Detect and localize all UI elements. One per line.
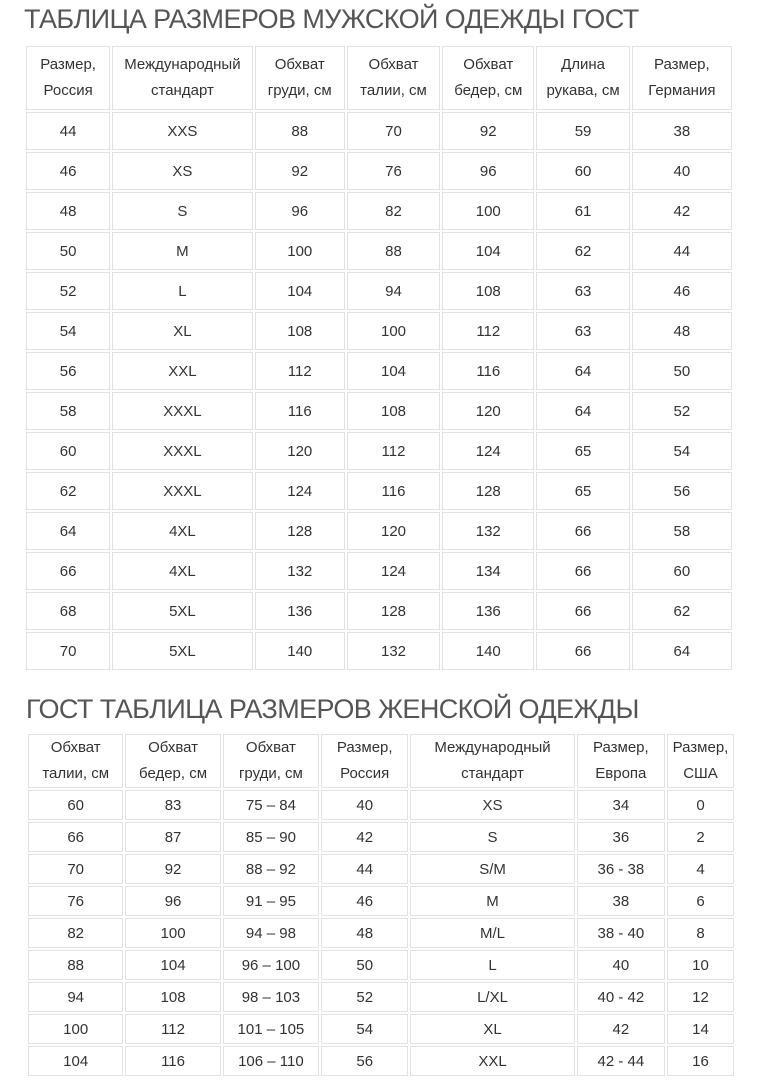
column-header	[26, 46, 110, 110]
table-cell: 136	[442, 592, 534, 630]
table-cell: 60	[632, 552, 732, 590]
table-row	[26, 192, 732, 230]
table-cell: XS	[112, 152, 252, 190]
table-row	[26, 112, 732, 150]
column-header-label: Обхват	[245, 739, 296, 756]
column-header-label: Размер,	[336, 739, 393, 756]
table-cell: 60	[536, 152, 629, 190]
table-cell: 34	[577, 790, 665, 820]
table-cell: 6	[667, 886, 734, 916]
table-cell: 64	[26, 512, 110, 550]
column-header	[28, 734, 123, 788]
column-header	[321, 734, 408, 788]
table-cell: 42	[632, 192, 732, 230]
table-cell: L	[112, 272, 252, 310]
table-cell: 104	[255, 272, 345, 310]
table-cell: 64	[632, 632, 732, 670]
table-cell: 91 – 95	[223, 886, 319, 916]
column-header-label: Размер,	[40, 56, 96, 73]
table-cell: S	[112, 192, 252, 230]
table-cell: 140	[442, 632, 534, 670]
table-cell: 12	[667, 982, 734, 1012]
table-cell: XL	[410, 1014, 574, 1044]
column-header-label: Россия	[340, 765, 390, 782]
table-cell: M/L	[410, 918, 574, 948]
table-cell: 38	[632, 112, 732, 150]
table-cell: 101 – 105	[223, 1014, 319, 1044]
table-cell: 128	[347, 592, 440, 630]
women-size-table	[26, 732, 736, 1078]
table-cell: XXXL	[112, 432, 252, 470]
table-cell: 40	[632, 152, 732, 190]
table-cell: 4XL	[112, 512, 252, 550]
column-header-label: груди, см	[267, 82, 332, 99]
table-cell: 44	[321, 854, 408, 884]
column-header-label: США	[683, 765, 718, 782]
men-size-table-title: ТАБЛИЦА РАЗМЕРОВ МУЖСКОЙ ОДЕЖДЫ ГОСТ	[24, 4, 639, 34]
column-header	[577, 734, 665, 788]
table-cell: 94 – 98	[223, 918, 319, 948]
table-row	[28, 918, 734, 948]
table-cell: 60	[26, 432, 110, 470]
table-cell: 112	[255, 352, 345, 390]
table-cell: 60	[28, 790, 123, 820]
table-cell: 120	[347, 512, 440, 550]
table-cell: L/XL	[410, 982, 574, 1012]
table-cell: 76	[28, 886, 123, 916]
table-cell: 36	[577, 822, 665, 852]
table-cell: 50	[321, 950, 408, 980]
men-size-table	[24, 44, 734, 672]
column-header-label: Длина	[561, 56, 605, 73]
table-cell: 56	[632, 472, 732, 510]
table-header-row	[28, 734, 734, 788]
table-cell: 132	[442, 512, 534, 550]
table-cell: M	[410, 886, 574, 916]
table-cell: 132	[255, 552, 345, 590]
table-cell: 52	[26, 272, 110, 310]
column-header	[112, 46, 252, 110]
table-cell: 112	[442, 312, 534, 350]
table-cell: 96	[442, 152, 534, 190]
table-cell: 48	[321, 918, 408, 948]
column-header-label: Германия	[648, 82, 716, 99]
table-cell: 124	[442, 432, 534, 470]
table-cell: 76	[347, 152, 440, 190]
table-cell: 65	[536, 432, 629, 470]
column-header	[536, 46, 629, 110]
table-row	[28, 1046, 734, 1076]
column-header-label: талии, см	[360, 82, 427, 99]
table-cell: L	[410, 950, 574, 980]
column-header-label: стандарт	[151, 82, 214, 99]
table-row	[26, 512, 732, 550]
table-cell: 116	[255, 392, 345, 430]
table-cell: 106 – 110	[223, 1046, 319, 1076]
table-row	[26, 352, 732, 390]
table-cell: XL	[112, 312, 252, 350]
table-cell: 62	[632, 592, 732, 630]
table-cell: 42	[321, 822, 408, 852]
table-cell: 70	[347, 112, 440, 150]
table-cell: 112	[125, 1014, 220, 1044]
table-row	[26, 552, 732, 590]
column-header-label: Размер,	[672, 739, 729, 756]
column-header-label: груди, см	[238, 765, 303, 782]
table-cell: 66	[536, 592, 629, 630]
table-cell: 46	[321, 886, 408, 916]
table-cell: 48	[26, 192, 110, 230]
table-cell: S/M	[410, 854, 574, 884]
table-cell: 108	[442, 272, 534, 310]
table-cell: 58	[26, 392, 110, 430]
table-row	[28, 1014, 734, 1044]
table-cell: 50	[632, 352, 732, 390]
table-row	[26, 632, 732, 670]
column-header-label: Европа	[595, 765, 647, 782]
table-cell: 94	[347, 272, 440, 310]
table-cell: 82	[347, 192, 440, 230]
table-cell: 44	[632, 232, 732, 270]
table-cell: 8	[667, 918, 734, 948]
table-cell: 94	[28, 982, 123, 1012]
column-header	[347, 46, 440, 110]
table-cell: 100	[442, 192, 534, 230]
table-cell: 58	[632, 512, 732, 550]
table-cell: 38 - 40	[577, 918, 665, 948]
table-header-row	[26, 46, 732, 110]
table-cell: 66	[536, 552, 629, 590]
column-header-label: Обхват	[368, 56, 419, 73]
table-cell: 92	[255, 152, 345, 190]
table-row	[28, 854, 734, 884]
column-header-label: талии, см	[42, 765, 110, 782]
table-cell: 116	[442, 352, 534, 390]
table-cell: 108	[347, 392, 440, 430]
table-cell: 87	[125, 822, 220, 852]
table-cell: 50	[26, 232, 110, 270]
table-cell: 46	[632, 272, 732, 310]
table-cell: 52	[321, 982, 408, 1012]
table-cell: 104	[442, 232, 534, 270]
table-cell: XXXL	[112, 472, 252, 510]
table-row	[26, 472, 732, 510]
table-row	[28, 982, 734, 1012]
column-header-label: бедер, см	[139, 765, 208, 782]
table-cell: 88	[255, 112, 345, 150]
table-cell: 2	[667, 822, 734, 852]
table-cell: 66	[536, 512, 629, 550]
table-cell: 66	[536, 632, 629, 670]
column-header-label: Размер,	[653, 56, 710, 73]
table-cell: 92	[442, 112, 534, 150]
table-cell: 108	[255, 312, 345, 350]
table-cell: 46	[26, 152, 110, 190]
table-cell: XXL	[112, 352, 252, 390]
table-cell: 63	[536, 312, 629, 350]
table-cell: 10	[667, 950, 734, 980]
table-cell: 59	[536, 112, 629, 150]
table-cell: 4XL	[112, 552, 252, 590]
table-cell: 116	[125, 1046, 220, 1076]
table-cell: XXL	[410, 1046, 574, 1076]
table-cell: 100	[255, 232, 345, 270]
table-cell: 100	[28, 1014, 123, 1044]
table-row	[28, 790, 734, 820]
table-cell: 100	[125, 918, 220, 948]
table-cell: 92	[125, 854, 220, 884]
table-cell: 64	[536, 392, 629, 430]
table-cell: 56	[26, 352, 110, 390]
column-header-label: бедер, см	[454, 82, 523, 99]
table-cell: 64	[536, 352, 629, 390]
table-cell: 120	[255, 432, 345, 470]
table-cell: 124	[347, 552, 440, 590]
table-cell: 83	[125, 790, 220, 820]
table-row	[26, 152, 732, 190]
column-header-label: Международный	[434, 739, 551, 756]
column-header-label: Размер,	[592, 739, 649, 756]
table-cell: 68	[26, 592, 110, 630]
table-cell: 48	[632, 312, 732, 350]
column-header	[223, 734, 319, 788]
table-row	[26, 392, 732, 430]
column-header-label: Обхват	[50, 739, 101, 756]
table-cell: 66	[26, 552, 110, 590]
column-header-label: Обхват	[148, 739, 199, 756]
table-cell: 65	[536, 472, 629, 510]
table-cell: 104	[347, 352, 440, 390]
table-cell: 75 – 84	[223, 790, 319, 820]
table-cell: 40 - 42	[577, 982, 665, 1012]
table-cell: 56	[321, 1046, 408, 1076]
table-cell: 104	[125, 950, 220, 980]
table-cell: 14	[667, 1014, 734, 1044]
column-header-label: Международный	[124, 56, 241, 73]
table-cell: 54	[632, 432, 732, 470]
table-cell: 134	[442, 552, 534, 590]
table-cell: 61	[536, 192, 629, 230]
table-row	[26, 432, 732, 470]
table-cell: M	[112, 232, 252, 270]
table-cell: 100	[347, 312, 440, 350]
table-row	[26, 232, 732, 270]
column-header	[442, 46, 534, 110]
column-header	[410, 734, 574, 788]
table-cell: 36 - 38	[577, 854, 665, 884]
women-size-table-title: ГОСТ ТАБЛИЦА РАЗМЕРОВ ЖЕНСКОЙ ОДЕЖДЫ	[26, 694, 639, 724]
column-header-label: стандарт	[461, 765, 524, 782]
table-cell: 54	[26, 312, 110, 350]
table-cell: 140	[255, 632, 345, 670]
table-cell: XXXL	[112, 392, 252, 430]
table-cell: 62	[26, 472, 110, 510]
table-cell: XXS	[112, 112, 252, 150]
column-header-label: Россия	[43, 82, 93, 99]
table-cell: 82	[28, 918, 123, 948]
table-cell: 98 – 103	[223, 982, 319, 1012]
table-cell: 54	[321, 1014, 408, 1044]
table-cell: 88 – 92	[223, 854, 319, 884]
table-cell: 5XL	[112, 592, 252, 630]
table-row	[28, 950, 734, 980]
column-header-label: Обхват	[463, 56, 514, 73]
table-cell: 42	[577, 1014, 665, 1044]
table-row	[26, 272, 732, 310]
column-header-label: рукава, см	[546, 82, 620, 99]
table-cell: 66	[28, 822, 123, 852]
table-cell: 112	[347, 432, 440, 470]
table-cell: 16	[667, 1046, 734, 1076]
table-cell: 70	[28, 854, 123, 884]
table-row	[26, 592, 732, 630]
table-cell: 40	[577, 950, 665, 980]
table-row	[28, 886, 734, 916]
table-cell: 4	[667, 854, 734, 884]
table-cell: 136	[255, 592, 345, 630]
table-cell: 85 – 90	[223, 822, 319, 852]
table-cell: 52	[632, 392, 732, 430]
table-cell: 88	[28, 950, 123, 980]
table-cell: 96	[255, 192, 345, 230]
table-cell: 0	[667, 790, 734, 820]
table-cell: 108	[125, 982, 220, 1012]
table-cell: S	[410, 822, 574, 852]
table-cell: 104	[28, 1046, 123, 1076]
table-cell: 128	[442, 472, 534, 510]
table-row	[28, 822, 734, 852]
column-header	[632, 46, 732, 110]
table-row	[26, 312, 732, 350]
column-header	[667, 734, 734, 788]
table-cell: 38	[577, 886, 665, 916]
table-cell: XS	[410, 790, 574, 820]
table-cell: 96	[125, 886, 220, 916]
table-cell: 96 – 100	[223, 950, 319, 980]
table-cell: 116	[347, 472, 440, 510]
table-cell: 88	[347, 232, 440, 270]
table-cell: 44	[26, 112, 110, 150]
column-header	[255, 46, 345, 110]
table-cell: 63	[536, 272, 629, 310]
column-header	[125, 734, 220, 788]
table-cell: 40	[321, 790, 408, 820]
table-cell: 5XL	[112, 632, 252, 670]
table-cell: 132	[347, 632, 440, 670]
table-cell: 62	[536, 232, 629, 270]
table-cell: 124	[255, 472, 345, 510]
table-cell: 128	[255, 512, 345, 550]
table-cell: 70	[26, 632, 110, 670]
column-header-label: Обхват	[274, 56, 325, 73]
table-cell: 42 - 44	[577, 1046, 665, 1076]
table-cell: 120	[442, 392, 534, 430]
